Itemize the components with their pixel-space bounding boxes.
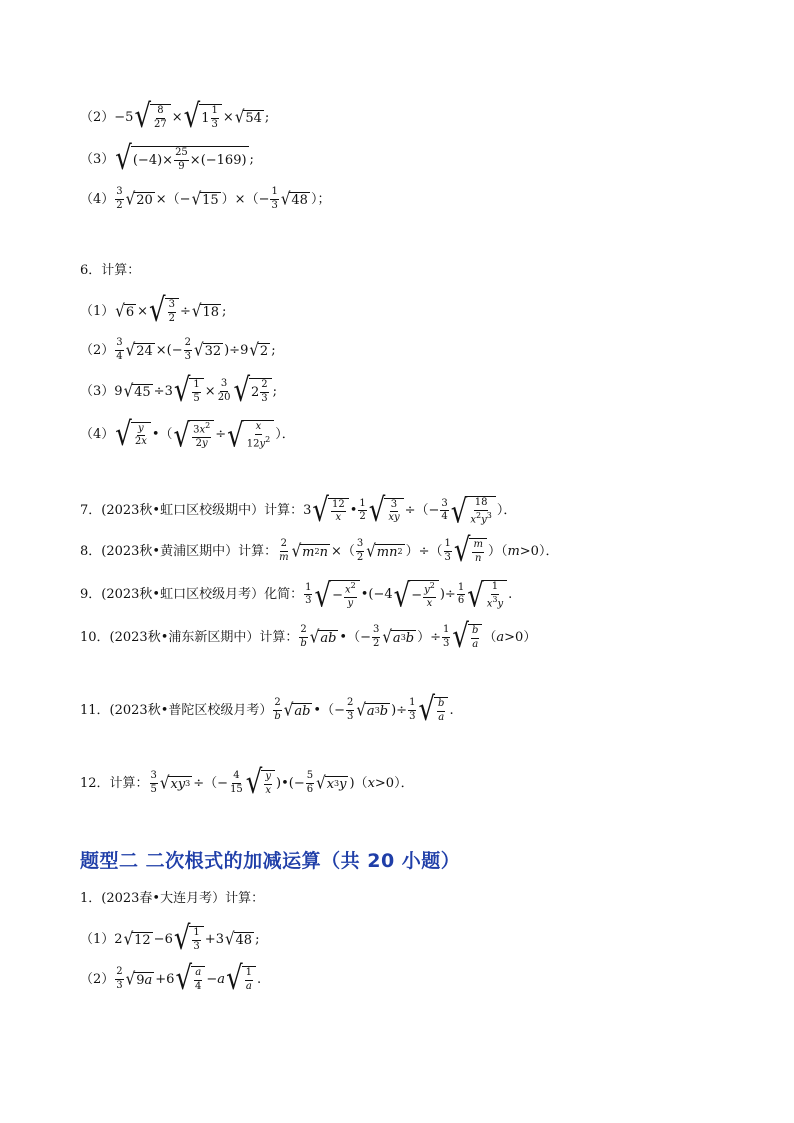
label: （1） [80, 303, 115, 319]
question-10: 10．(2023秋•浦东新区期中）计算： $\frac{2}{b}$ √ ab •（− $\frac{3}{2}$ √ a 3 b ）÷ $\frac{1}{3}$ √ $\frac{b}{a}$ （a>0） [80, 618, 537, 656]
question-8: 8．(2023秋•黄浦区期中）计算： $\frac{2}{m}$ √ m 2 n ×（ $\frac{3}{2}$ √ mn 2 ）÷（ $\frac{1}{3}$ √ $\frac{m}{n}$ ）（m>0）． [80, 532, 559, 570]
section2-problem-1: （1） 2 √ 12 −6 √ $\frac{1}{3}$ +3 √ 48 ; [80, 920, 260, 958]
label: （4） [80, 427, 115, 443]
question-7: 7．(2023秋•虹口区校级期中）计算： 3 √ $\frac{12}{x}$ • $\frac{1}{2}$ √ $\frac{3}{xy}$ ÷（− $\frac{3}{4}$ √ $\frac{18}{x^2y^3}$ ）． [80, 491, 517, 532]
label: （1） [80, 931, 115, 947]
label: （4） [80, 191, 115, 207]
problem-6-3: （3） 9 √ 45 ÷3 √ $\frac{1}{5}$ × $\frac{3}{20}$ √ 2 $\frac{2}{3}$ ; [80, 372, 278, 410]
question-11: 11．(2023秋•普陀区校级月考） $\frac{2}{b}$ √ ab •（− $\frac{2}{3}$ √ a 3 b )÷ $\frac{1}{3}$ √ $\frac{b}{a}$ . [80, 691, 454, 729]
problem-6-4: （4） √ $\frac{y}{2x}$ •（ √ $\frac{3x^2}{2y}$ ÷ √ $\frac{x}{12y^2}$ ）． [80, 415, 295, 456]
label: （2） [80, 342, 115, 358]
section-heading: 题型二 二次根式的加减运算（共 20 小题） [80, 850, 461, 872]
problem-5-4: （4） $\frac{3}{2}$ √ 20 ×（− √ 15 ）×（− $\frac{1}{3}$ √ 48 ）； [80, 186, 331, 211]
question-text: 9．(2023秋•虹口区校级月考）化简： [80, 587, 304, 603]
question-text: 6．计算： [80, 263, 141, 278]
section2-problem-2: （2） $\frac{2}{3}$ √ 9 a +6 √ $\frac{a}{4}$ −a √ $\frac{1}{a}$ . [80, 960, 262, 998]
question-text: 12．计算： [80, 775, 149, 791]
label: （2） [80, 971, 115, 987]
label: （3） [80, 383, 115, 399]
section2-question-1 [80, 892, 264, 905]
question-text: 8．(2023秋•黄浦区期中）计算： [80, 543, 278, 559]
problem-5-3: （3） √ (−4)× $\frac{25}{9}$ ×(−169) ; [80, 140, 254, 178]
question-6-title [80, 264, 140, 277]
problem-5-2: （2） −5 √ $\frac{8}{27}$ × √ 1 $\frac{1}{3}$ × √ 54 ; [80, 98, 270, 136]
question-text: 7．(2023秋•虹口区校级期中）计算： [80, 503, 304, 519]
question-text: 10．(2023秋•浦东新区期中）计算： [80, 629, 299, 645]
question-9: 9．(2023秋•虹口区校级月考）化简： $\frac{1}{3}$ √ − $\frac{x^2}{y}$ •(−4 √ − $\frac{y^2}{x}$ )÷ $\frac{1}{6}$ √ $\frac{1}{x^3y}$ . [80, 577, 513, 616]
question-text: 11．(2023秋•普陀区校级月考） [80, 702, 273, 718]
label: （3） [80, 151, 115, 167]
label: （2） [80, 109, 115, 125]
problem-6-2: （2） $\frac{3}{4}$ √ 24 ×(− $\frac{2}{3}$ √ 32 )÷9 √ 2 ; [80, 337, 276, 362]
problem-6-1: （1） √ 6 × √ $\frac{3}{2}$ ÷ √ 18 ; [80, 292, 227, 330]
question-12: 12．计算： $\frac{3}{5}$ √ xy 3 ÷（− $\frac{4}{15}$ √ $\frac{y}{x}$ )•(− $\frac{5}{6}$ √ x 3 y )（x>0）． [80, 764, 414, 802]
question-text: 1．(2023春•大连月考）计算： [80, 891, 265, 906]
